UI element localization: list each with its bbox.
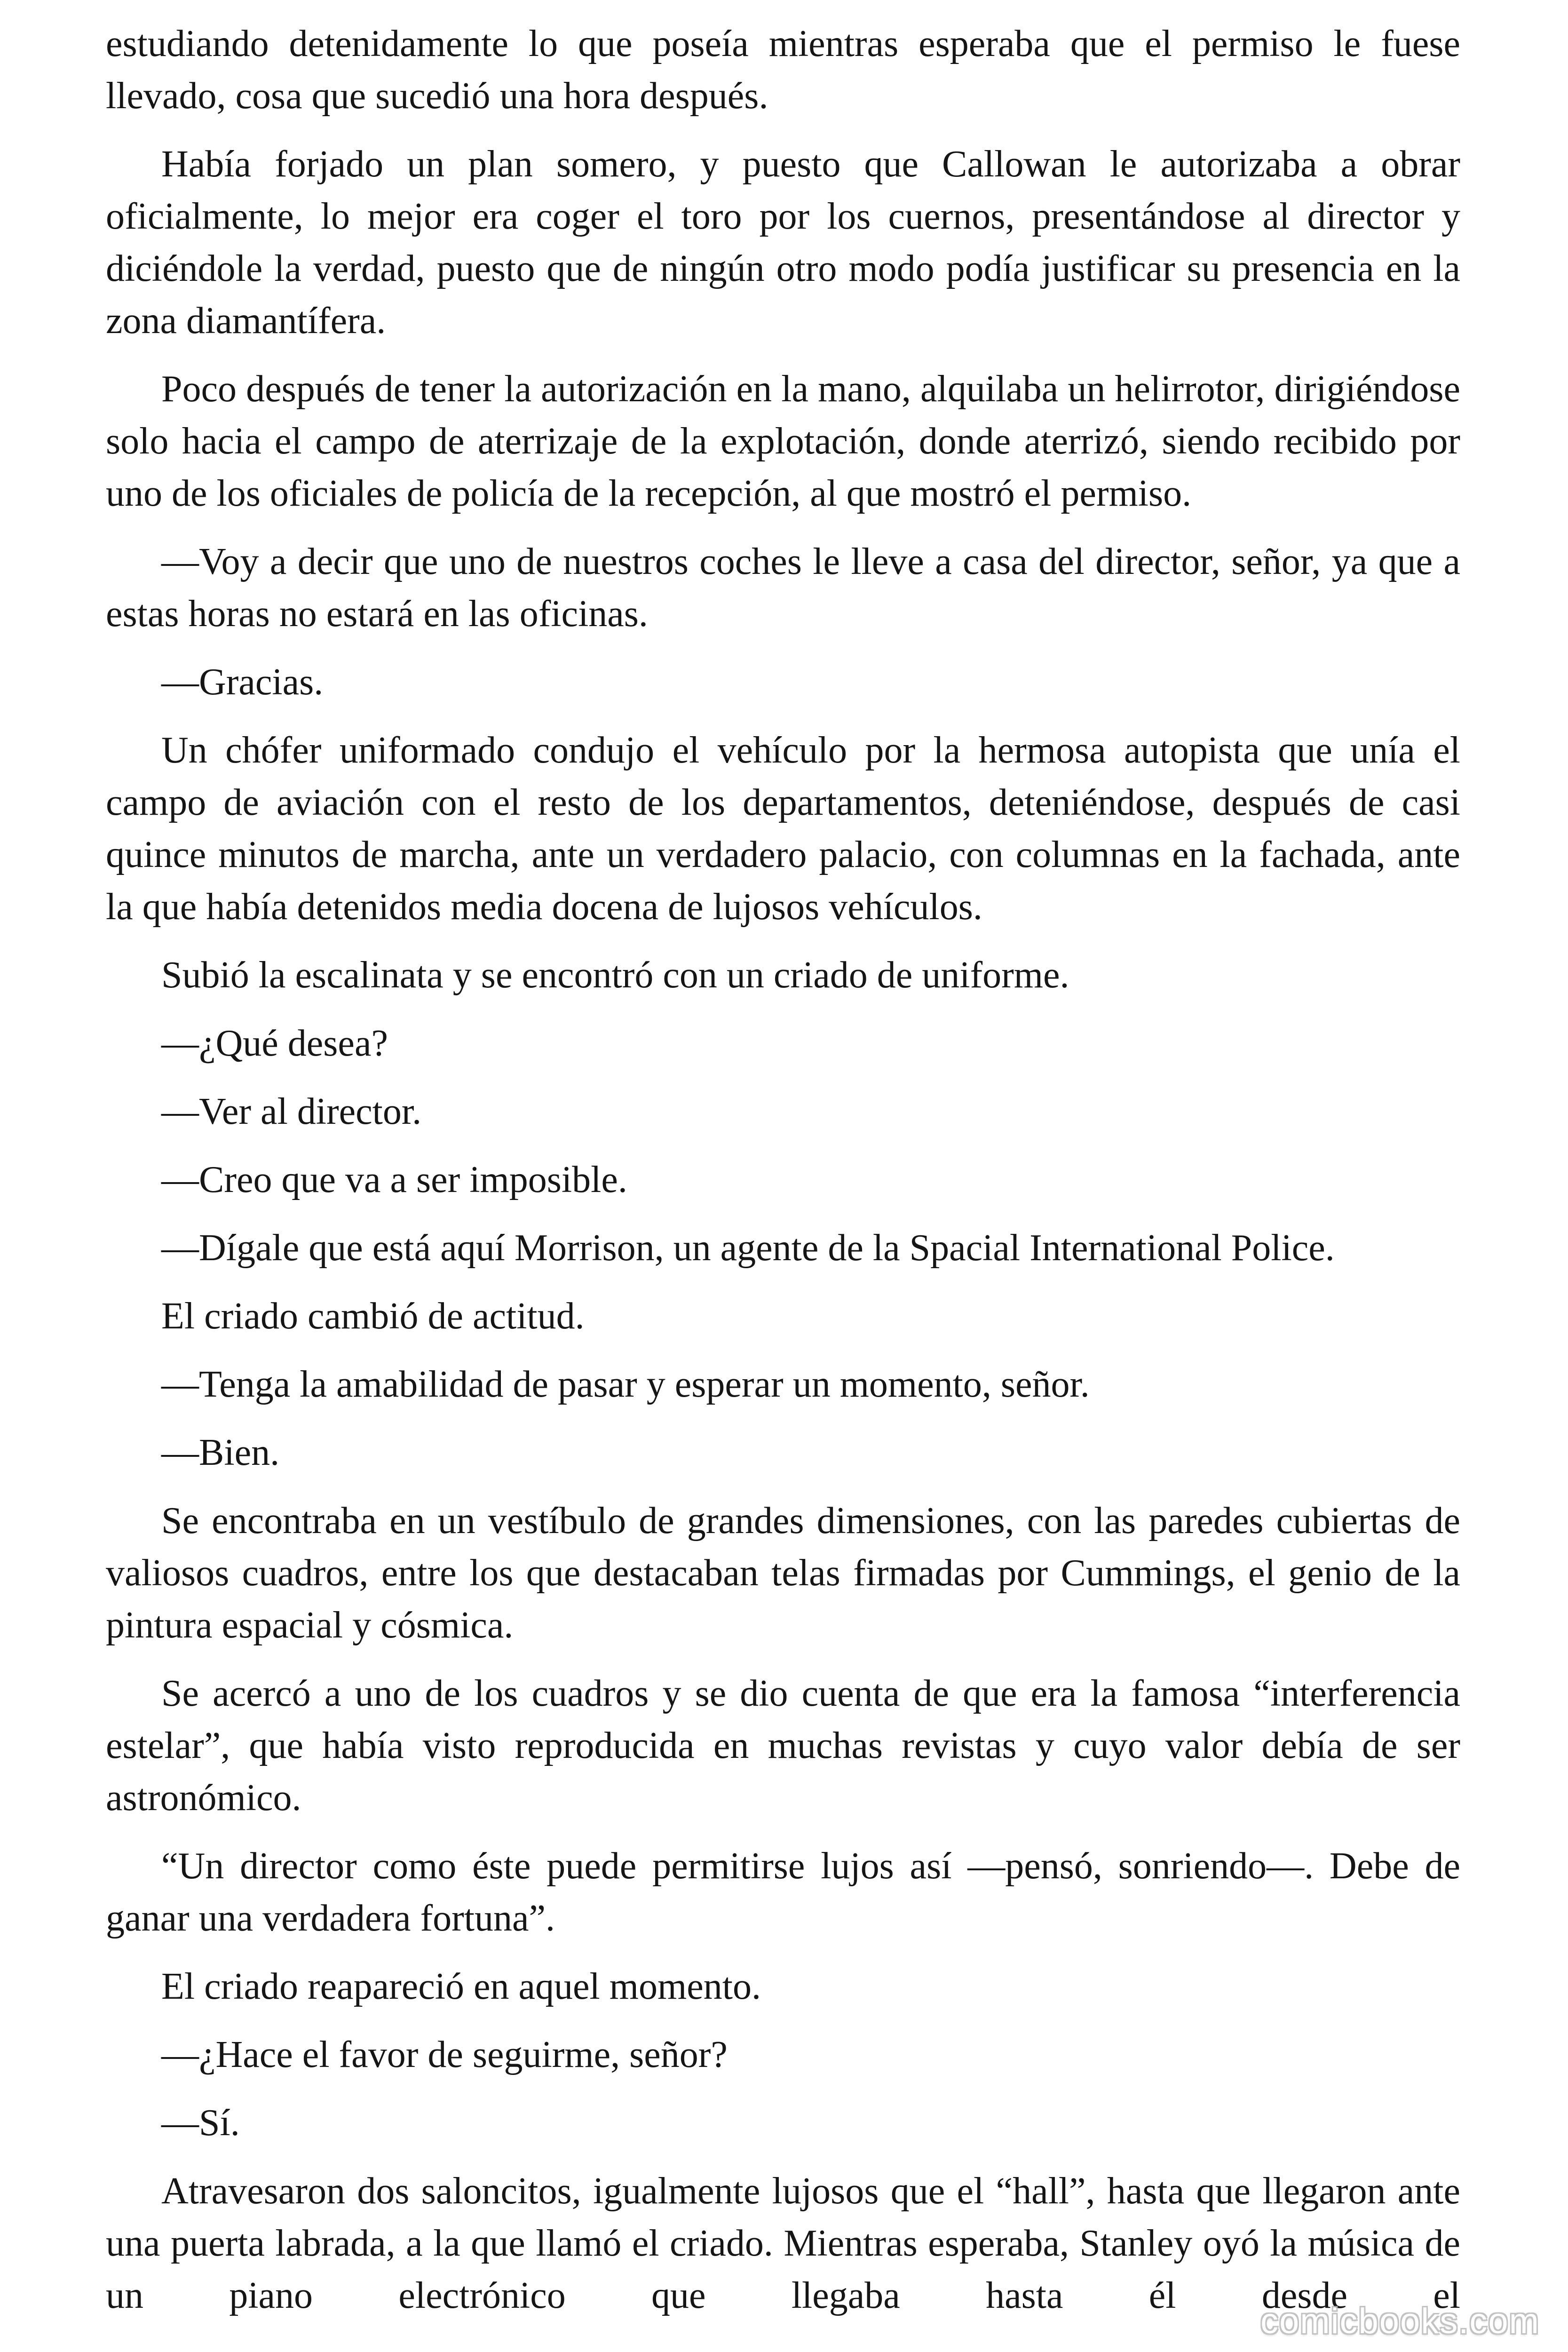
paragraph: Atravesaron dos saloncitos, igualmente lujosos que el “hall”, hasta que llegaron ante una puerta labrada, a la que llamó el criado. Mientras esperaba, Stanley oyó la música de un piano electrónico que llegaba hasta él desde el (106, 2170, 1460, 2316)
paragraph: —Gracias. (161, 661, 324, 703)
paragraph: estudiando detenidamente lo que poseía mientras esperaba que el permiso le fuese llevado, cosa que sucedió una hora después. (106, 23, 1460, 117)
paragraph: —Dígale que está aquí Morrison, un agente de la Spacial International Police. (161, 1227, 1335, 1269)
paragraph: El criado cambió de actitud. (161, 1295, 585, 1337)
paragraph: El criado reapareció en aquel momento. (161, 1966, 761, 2007)
paragraph: Había forjado un plan somero, y puesto que Callowan le autorizaba a obrar oficialmente, lo mejor era coger el toro por los cuernos, presentándose al director y diciéndole la verdad, puesto que de ningún otro modo podía justificar su presencia en la zona diamantífera. (106, 143, 1460, 342)
paragraph: —Bien. (161, 1432, 280, 1473)
paragraph: Se encontraba en un vestíbulo de grandes dimensiones, con las paredes cubiertas de valiosos cuadros, entre los que destacaban telas firmadas por Cummings, el genio de la pintura espacial y cósmica. (106, 1500, 1460, 1646)
paragraph: —Creo que va a ser imposible. (161, 1159, 627, 1200)
paragraph: —¿Qué desea? (161, 1023, 388, 1064)
paragraph: Se acercó a uno de los cuadros y se dio cuenta de que era la famosa “interferencia estelar”, que había visto reproducida en muchas revistas y cuyo valor debía de ser astronómico. (106, 1673, 1460, 1819)
paragraph: —Voy a decir que uno de nuestros coches le lleve a casa del director, señor, ya que a estas horas no estará en las oficinas. (106, 541, 1460, 635)
paragraph: Poco después de tener la autorización en la mano, alquilaba un helirrotor, dirigiéndose solo hacia el campo de aterrizaje de la explotación, donde aterrizó, siendo recibido por uno de los oficiales de policía de la recepción, al que mostró el permiso. (106, 368, 1460, 514)
watermark: comicbooks.com (1260, 2301, 1540, 2341)
paragraph: Un chófer uniformado condujo el vehículo por la hermosa autopista que unía el campo de aviación con el resto de los departamentos, deteniéndose, después de casi quince minutos de marcha, ante un verdadero palacio, con columnas en la fachada, ante la que había detenidos media docena de lujosos vehículos. (106, 730, 1460, 928)
paragraph: —Ver al director. (161, 1091, 422, 1132)
paragraph: —Tenga la amabilidad de pasar y esperar un momento, señor. (161, 1364, 1090, 1405)
page-body (106, 18, 1460, 2322)
paragraph: “Un director como éste puede permitirse lujos así —pensó, sonriendo—. Debe de ganar una verdadera fortuna”. (106, 1845, 1460, 1939)
paragraph: —¿Hace el favor de seguirme, señor? (161, 2034, 728, 2075)
paragraph: Subió la escalinata y se encontró con un criado de uniforme. (161, 954, 1069, 996)
paragraph: —Sí. (161, 2102, 240, 2144)
